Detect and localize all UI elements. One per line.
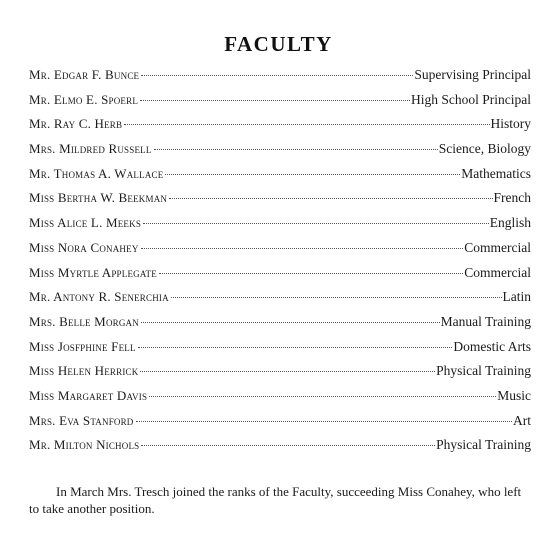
dot-leader — [141, 322, 440, 323]
faculty-subject: Latin — [502, 289, 531, 305]
faculty-subject: Supervising Principal — [414, 67, 531, 82]
faculty-name: Mrs. Belle Morgan — [29, 313, 139, 329]
dot-leader — [154, 149, 438, 150]
faculty-name: Mr. Milton Nichols — [29, 437, 140, 453]
faculty-subject: Physical Training — [436, 437, 531, 453]
faculty-subject: English — [489, 215, 531, 231]
faculty-subject: Manual Training — [440, 313, 531, 329]
faculty-name: Miss Bertha W. Beekman — [29, 190, 168, 206]
faculty-name: Miss Alice L. Meeks — [29, 215, 142, 231]
dot-leader — [141, 445, 435, 446]
faculty-name: Miss Myrtle Applegate — [29, 264, 157, 280]
faculty-row — [29, 387, 531, 412]
faculty-subject: Commercial — [464, 239, 531, 255]
faculty-row — [29, 214, 531, 239]
dot-leader — [141, 75, 413, 76]
faculty-name: Miss Helen Herrick — [29, 363, 139, 379]
faculty-row — [29, 239, 531, 264]
dot-leader — [169, 198, 492, 199]
faculty-row — [29, 189, 531, 214]
page-title: FACULTY — [224, 32, 333, 57]
faculty-row — [29, 91, 531, 116]
faculty-row — [29, 115, 531, 140]
dot-leader — [149, 396, 496, 397]
faculty-subject: Music — [497, 387, 531, 403]
faculty-subject: Mathematics — [461, 165, 531, 181]
dot-leader — [165, 174, 460, 175]
faculty-subject: Physical Training — [436, 363, 531, 379]
faculty-row — [29, 140, 531, 165]
faculty-subject: Commercial — [464, 264, 531, 280]
dot-leader — [124, 124, 489, 125]
faculty-row — [29, 66, 531, 91]
dot-leader — [136, 421, 512, 422]
faculty-row — [29, 338, 531, 363]
faculty-name: Mr. Edgar F. Bunce — [29, 67, 140, 82]
faculty-subject: History — [490, 116, 531, 132]
faculty-name: Miss Josfphine Fell — [29, 338, 136, 354]
faculty-subject: Domestic Arts — [453, 338, 531, 354]
faculty-row — [29, 362, 531, 387]
faculty-subject: High School Principal — [411, 91, 531, 107]
faculty-subject: Science, Biology — [438, 141, 531, 157]
faculty-name: Mr. Ray C. Herb — [29, 116, 123, 132]
faculty-name: Miss Nora Conahey — [29, 239, 139, 255]
faculty-name: Mrs. Mildred Russell — [29, 141, 152, 157]
faculty-list — [29, 66, 531, 461]
dot-leader — [138, 347, 453, 348]
faculty-row — [29, 436, 531, 461]
dot-leader — [143, 223, 489, 224]
faculty-row — [29, 165, 531, 190]
faculty-subject: French — [493, 190, 531, 206]
faculty-name: Mrs. Eva Stanford — [29, 412, 134, 428]
dot-leader — [159, 273, 463, 274]
dot-leader — [140, 371, 435, 372]
faculty-row — [29, 412, 531, 437]
dot-leader — [140, 100, 410, 101]
faculty-name: Mr. Antony R. Senerchia — [29, 289, 169, 305]
faculty-name: Mr. Thomas A. Wallace — [29, 165, 164, 181]
faculty-row — [29, 264, 531, 289]
faculty-name: Miss Margaret Davis — [29, 387, 148, 403]
faculty-note: In March Mrs. Tresch joined the ranks of the Faculty, succeeding Miss Conahey, who left to take another position. — [29, 484, 522, 516]
faculty-row — [29, 313, 531, 338]
faculty-subject: Art — [513, 412, 531, 428]
dot-leader — [171, 297, 502, 298]
dot-leader — [141, 248, 464, 249]
faculty-row — [29, 288, 531, 313]
faculty-name: Mr. Elmo E. Spoerl — [29, 91, 139, 107]
